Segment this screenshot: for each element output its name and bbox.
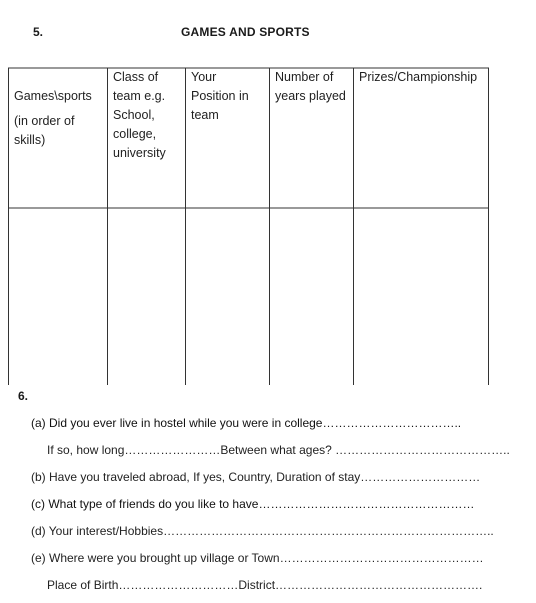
column-header-position: Your Position in team bbox=[191, 70, 249, 122]
question-place-of-birth: Place of Birth…………………………District……………………………………………. bbox=[47, 578, 483, 592]
section-5-title: GAMES AND SPORTS bbox=[181, 25, 310, 39]
section-6-number: 6. bbox=[18, 389, 29, 403]
column-header-class-of-team: Class of team e.g. School, college, university bbox=[113, 70, 166, 160]
question-hobbies: (d) Your interest/Hobbies……………………………………………………………………….. bbox=[31, 524, 494, 538]
question-hostel: (a) Did you ever live in hostel while you were in college…………………………….. bbox=[31, 416, 462, 430]
question-brought-up: (e) Where were you brought up village or Town…………………………………………… bbox=[31, 551, 484, 565]
question-travel-abroad: (b) Have you traveled abroad, If yes, Country, Duration of stay………………………… bbox=[31, 470, 481, 484]
question-hostel-duration: If so, how long……………………Between what ages? …………………………………….. bbox=[47, 443, 510, 457]
question-friends: (c) What type of friends do you like to have……………………………………………… bbox=[31, 497, 475, 511]
column-header-games: Games\sports (in order of skills) bbox=[14, 89, 92, 147]
section-5-number: 5. bbox=[33, 25, 44, 39]
column-header-years-played: Number of years played bbox=[275, 70, 346, 103]
column-header-prizes: Prizes/Championship bbox=[359, 70, 478, 84]
